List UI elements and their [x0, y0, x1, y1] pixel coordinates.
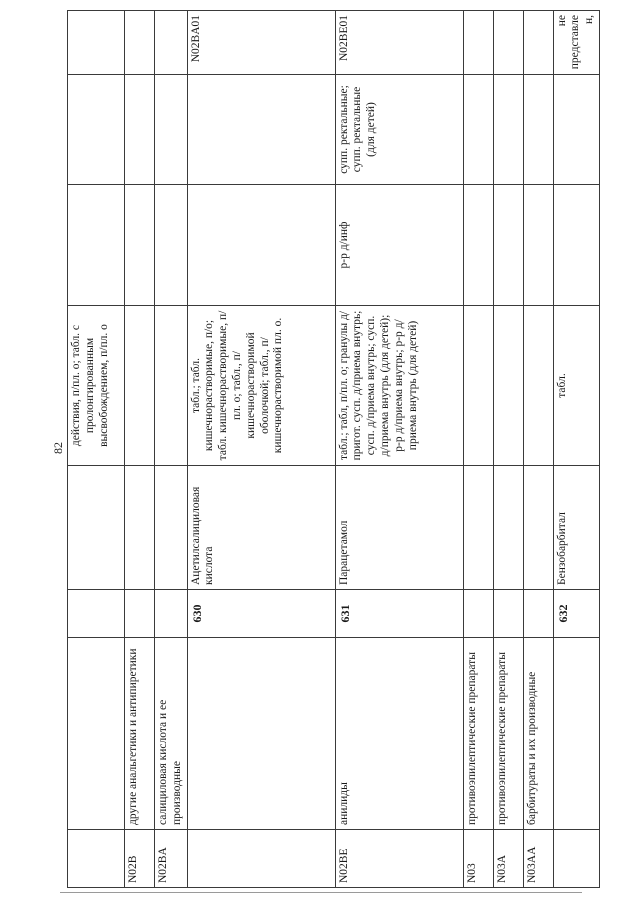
cell-atc-code: N02BA — [155, 830, 188, 888]
cell-drug-name — [68, 466, 125, 590]
cell-group-name: противоэпилептические препараты — [493, 638, 523, 830]
cell-dosage-form — [155, 306, 188, 466]
cell-dosage-form: табл.; табл, п/пл. о; гранулы д/пригот. сусп. д/приема внутрь; сусп. д/приема внутрь; сусп. д/приема внутрь (для детей); р-р д/приема внутрь; р-р д/приема внутрь (для детей) — [335, 306, 463, 466]
cell-dosage-form: табл.; табл. кишечнорастворимые, п/о; табл. кишечнорастворимые, п/пл. о; табл., п/кишечнорастворимой оболочкой; табл., п/кишечнорастворимой пл. о. — [187, 306, 335, 466]
cell-atc-code: N02BE — [335, 830, 463, 888]
cell-special-form — [125, 185, 155, 306]
cell-group-name: анилиды — [335, 638, 463, 830]
cell-item-number: 630 — [187, 590, 335, 638]
cell-group-name: салициловая кислота и ее производные — [155, 638, 188, 830]
cell-route-form — [463, 75, 493, 185]
cell-group-name — [68, 638, 125, 830]
cell-atc-code: N03AA — [523, 830, 553, 888]
cell-special-form — [553, 185, 599, 306]
cell-route-form — [523, 75, 553, 185]
cell-route-form: супп. ректальные; супп. ректальные (для детей) — [335, 75, 463, 185]
cell-special-form — [523, 185, 553, 306]
cell-atc-full-code — [463, 11, 493, 75]
cell-group-name: барбитураты и их производные — [523, 638, 553, 830]
cell-special-form — [187, 185, 335, 306]
cell-drug-name: Бензобарбитал — [553, 466, 599, 590]
cell-dosage-form — [463, 306, 493, 466]
cell-dosage-form: действия, п/пл. о; табл. с пролонгированным высвобождением, п/пл. о — [68, 306, 125, 466]
cell-atc-code: N02B — [125, 830, 155, 888]
cell-atc-code — [68, 830, 125, 888]
cell-drug-name: Парацетамол — [335, 466, 463, 590]
table-row — [335, 11, 463, 888]
cell-atc-full-code — [493, 11, 523, 75]
cell-item-number — [523, 590, 553, 638]
drug-table-sheet — [67, 11, 596, 888]
cell-item-number — [493, 590, 523, 638]
cell-special-form — [68, 185, 125, 306]
table-row — [68, 11, 125, 888]
cell-route-form — [155, 75, 188, 185]
cell-route-form — [187, 75, 335, 185]
cell-group-name — [553, 638, 599, 830]
table-row — [553, 11, 599, 888]
cell-special-form — [463, 185, 493, 306]
cell-drug-name: Ацетилсалициловая кислота — [187, 466, 335, 590]
cell-dosage-form — [125, 306, 155, 466]
cell-item-number: 631 — [335, 590, 463, 638]
cell-atc-code — [553, 830, 599, 888]
table-body — [68, 11, 600, 888]
cell-atc-full-code — [155, 11, 188, 75]
cell-group-name: другие анальгетики и антипиретики — [125, 638, 155, 830]
cell-item-number — [68, 590, 125, 638]
cell-drug-name — [523, 466, 553, 590]
cell-dosage-form — [493, 306, 523, 466]
table-row — [155, 11, 188, 888]
bottom-rule — [60, 892, 582, 893]
cell-route-form — [493, 75, 523, 185]
page-number: 82 — [51, 442, 65, 454]
cell-item-number: 632 — [553, 590, 599, 638]
table-row — [187, 11, 335, 888]
cell-special-form: р-р д/инф — [335, 185, 463, 306]
table-row — [463, 11, 493, 888]
cell-drug-name — [155, 466, 188, 590]
cell-atc-full-code — [125, 11, 155, 75]
cell-group-name: противоэпилептические препараты — [463, 638, 493, 830]
cell-route-form — [68, 75, 125, 185]
cell-route-form — [125, 75, 155, 185]
cell-special-form — [155, 185, 188, 306]
cell-drug-name — [125, 466, 155, 590]
cell-item-number — [463, 590, 493, 638]
cell-dosage-form: табл. — [553, 306, 599, 466]
cell-atc-full-code: N02BE01 — [335, 11, 463, 75]
cell-drug-name — [493, 466, 523, 590]
cell-atc-full-code: N02BA01 — [187, 11, 335, 75]
cell-atc-full-code — [68, 11, 125, 75]
cell-special-form — [493, 185, 523, 306]
cell-atc-full-code: не представлен, — [553, 11, 599, 75]
cell-route-form — [553, 75, 599, 185]
cell-dosage-form — [523, 306, 553, 466]
drug-table — [67, 10, 600, 888]
cell-atc-code: N03 — [463, 830, 493, 888]
table-row — [125, 11, 155, 888]
table-row — [523, 11, 553, 888]
cell-drug-name — [463, 466, 493, 590]
cell-atc-code: N03A — [493, 830, 523, 888]
cell-item-number — [125, 590, 155, 638]
cell-atc-code — [187, 830, 335, 888]
cell-atc-full-code — [523, 11, 553, 75]
cell-group-name — [187, 638, 335, 830]
cell-item-number — [155, 590, 188, 638]
table-row — [493, 11, 523, 888]
